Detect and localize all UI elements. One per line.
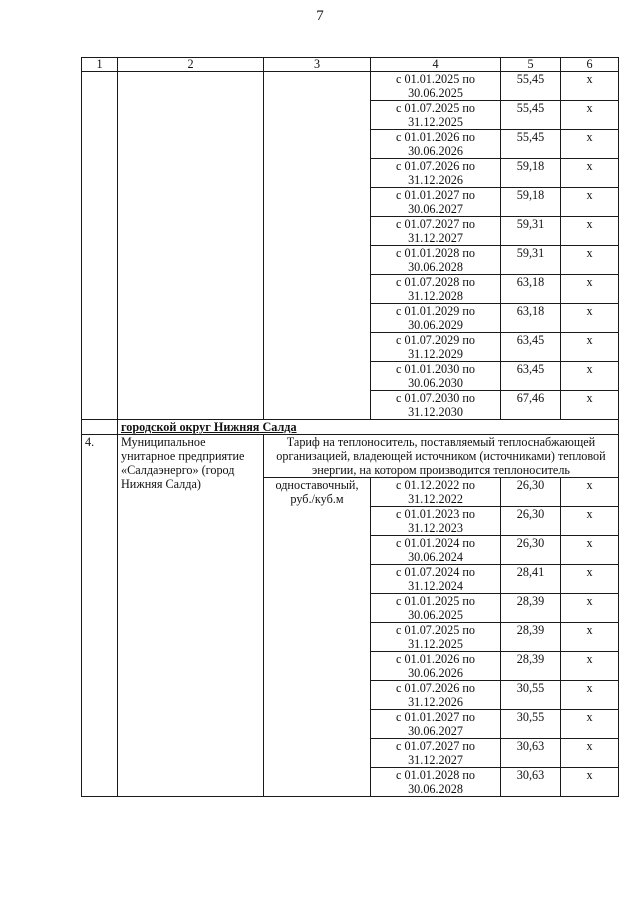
period-cell [371,536,501,565]
column-number: 1 [82,58,118,72]
period-from: с 01.01.2025 по [396,72,475,86]
mark-cell: х [561,246,619,275]
tariff-value: 63,18 [501,304,561,333]
period-to: 31.12.2030 [408,405,463,419]
tariff-value: 26,30 [501,536,561,565]
mark-cell: х [561,594,619,623]
period-to: 31.12.2025 [408,115,463,129]
period-cell [371,188,501,217]
tariff-table [81,57,619,797]
column-number: 3 [264,58,371,72]
period-from: с 01.01.2026 по [396,652,475,666]
period-to: 31.12.2027 [408,753,463,767]
period-from: с 01.01.2023 по [396,507,475,521]
period-cell [371,391,501,420]
mark-cell: х [561,623,619,652]
period-cell [371,362,501,391]
mark-cell: х [561,710,619,739]
tariff-value: 63,45 [501,333,561,362]
mark-cell: х [561,362,619,391]
period-cell [371,217,501,246]
tariff-value: 67,46 [501,391,561,420]
mark-cell: х [561,681,619,710]
period-cell [371,565,501,594]
period-from: с 01.07.2030 по [396,391,475,405]
period-to: 31.12.2025 [408,637,463,651]
column-number: 6 [561,58,619,72]
tariff-value: 28,39 [501,623,561,652]
mark-cell: х [561,159,619,188]
mark-cell: х [561,507,619,536]
mark-cell: х [561,217,619,246]
period-to: 31.12.2028 [408,289,463,303]
period-to: 31.12.2029 [408,347,463,361]
column-number: 4 [371,58,501,72]
period-cell [371,72,501,101]
period-from: с 01.07.2028 по [396,275,475,289]
mark-cell: х [561,101,619,130]
period-cell [371,333,501,362]
mark-cell: х [561,536,619,565]
period-from: с 01.01.2026 по [396,130,475,144]
period-cell [371,739,501,768]
tariff-value: 59,31 [501,217,561,246]
period-from: с 01.12.2022 по [396,478,475,492]
period-cell [371,681,501,710]
period-to: 31.12.2023 [408,521,463,535]
period-from: с 01.01.2029 по [396,304,475,318]
period-to: 31.12.2026 [408,695,463,709]
mark-cell: х [561,478,619,507]
period-to: 30.06.2026 [408,144,463,158]
page-number: 7 [316,8,324,24]
period-from: с 01.07.2026 по [396,681,475,695]
table-row [82,72,619,101]
period-to: 31.12.2024 [408,579,463,593]
period-from: с 01.07.2026 по [396,159,475,173]
blank-cell-col1 [82,72,118,420]
period-cell [371,507,501,536]
region-label: городской округ Нижняя Салда [121,420,297,434]
period-from: с 01.01.2024 по [396,536,475,550]
tariff-value: 30,63 [501,739,561,768]
period-from: с 01.01.2027 по [396,188,475,202]
entry-number: 4. [82,435,118,797]
column-number-row [82,58,619,72]
period-to: 30.06.2027 [408,202,463,216]
period-from: с 01.07.2024 по [396,565,475,579]
period-cell [371,594,501,623]
blank-cell-col2 [118,72,264,420]
column-number: 2 [118,58,264,72]
period-to: 30.06.2030 [408,376,463,390]
period-from: с 01.07.2027 по [396,739,475,753]
period-to: 30.06.2024 [408,550,463,564]
mark-cell: х [561,188,619,217]
period-from: с 01.01.2025 по [396,594,475,608]
period-cell [371,623,501,652]
period-to: 30.06.2025 [408,86,463,100]
mark-cell: х [561,739,619,768]
period-from: с 01.07.2025 по [396,623,475,637]
period-from: с 01.01.2030 по [396,362,475,376]
period-cell [371,159,501,188]
period-to: 30.06.2026 [408,666,463,680]
tariff-value: 63,18 [501,275,561,304]
mark-cell: х [561,565,619,594]
period-cell [371,710,501,739]
tariff-title: Тариф на теплоноситель, поставляемый теплоснабжающей организацией, владеющей источником (источниками) тепловой энергии, на котором производится теплоноситель [264,435,619,478]
period-cell [371,275,501,304]
period-to: 31.12.2027 [408,231,463,245]
mark-cell: х [561,333,619,362]
tariff-value: 59,18 [501,159,561,188]
tariff-value: 28,41 [501,565,561,594]
tariff-table-body [82,58,619,797]
mark-cell: х [561,304,619,333]
tariff-value: 30,55 [501,681,561,710]
period-cell [371,130,501,159]
period-from: с 01.07.2027 по [396,217,475,231]
period-cell [371,304,501,333]
mark-cell: х [561,130,619,159]
period-to: 30.06.2027 [408,724,463,738]
tariff-value: 26,30 [501,478,561,507]
tariff-value: 59,31 [501,246,561,275]
period-cell [371,768,501,797]
tariff-value: 55,45 [501,101,561,130]
period-from: с 01.01.2028 по [396,246,475,260]
period-from: с 01.07.2025 по [396,101,475,115]
mark-cell: х [561,652,619,681]
mark-cell: х [561,768,619,797]
tariff-value: 55,45 [501,72,561,101]
period-cell [371,101,501,130]
mark-cell: х [561,391,619,420]
period-cell [371,246,501,275]
tariff-value: 59,18 [501,188,561,217]
region-row [82,420,619,435]
organization-name: Муниципальное унитарное предприятие «Салдаэнерго» (город Нижняя Салда) [118,435,264,797]
tariff-value: 30,55 [501,710,561,739]
period-to: 30.06.2028 [408,782,463,796]
period-to: 31.12.2022 [408,492,463,506]
period-from: с 01.07.2029 по [396,333,475,347]
tariff-value: 63,45 [501,362,561,391]
period-cell [371,478,501,507]
period-to: 30.06.2028 [408,260,463,274]
blank-cell [82,420,118,435]
mark-cell: х [561,275,619,304]
mark-cell: х [561,72,619,101]
period-to: 30.06.2025 [408,608,463,622]
period-to: 31.12.2026 [408,173,463,187]
blank-cell-col3 [264,72,371,420]
tariff-value: 30,63 [501,768,561,797]
tariff-value: 28,39 [501,652,561,681]
period-to: 30.06.2029 [408,318,463,332]
column-number: 5 [501,58,561,72]
tariff-value: 28,39 [501,594,561,623]
region-cell [118,420,619,435]
entry-title-row [82,435,619,478]
tariff-value: 26,30 [501,507,561,536]
period-from: с 01.01.2028 по [396,768,475,782]
tariff-value: 55,45 [501,130,561,159]
period-from: с 01.01.2027 по [396,710,475,724]
period-cell [371,652,501,681]
tariff-kind: одноставочный, руб./куб.м [264,478,371,797]
